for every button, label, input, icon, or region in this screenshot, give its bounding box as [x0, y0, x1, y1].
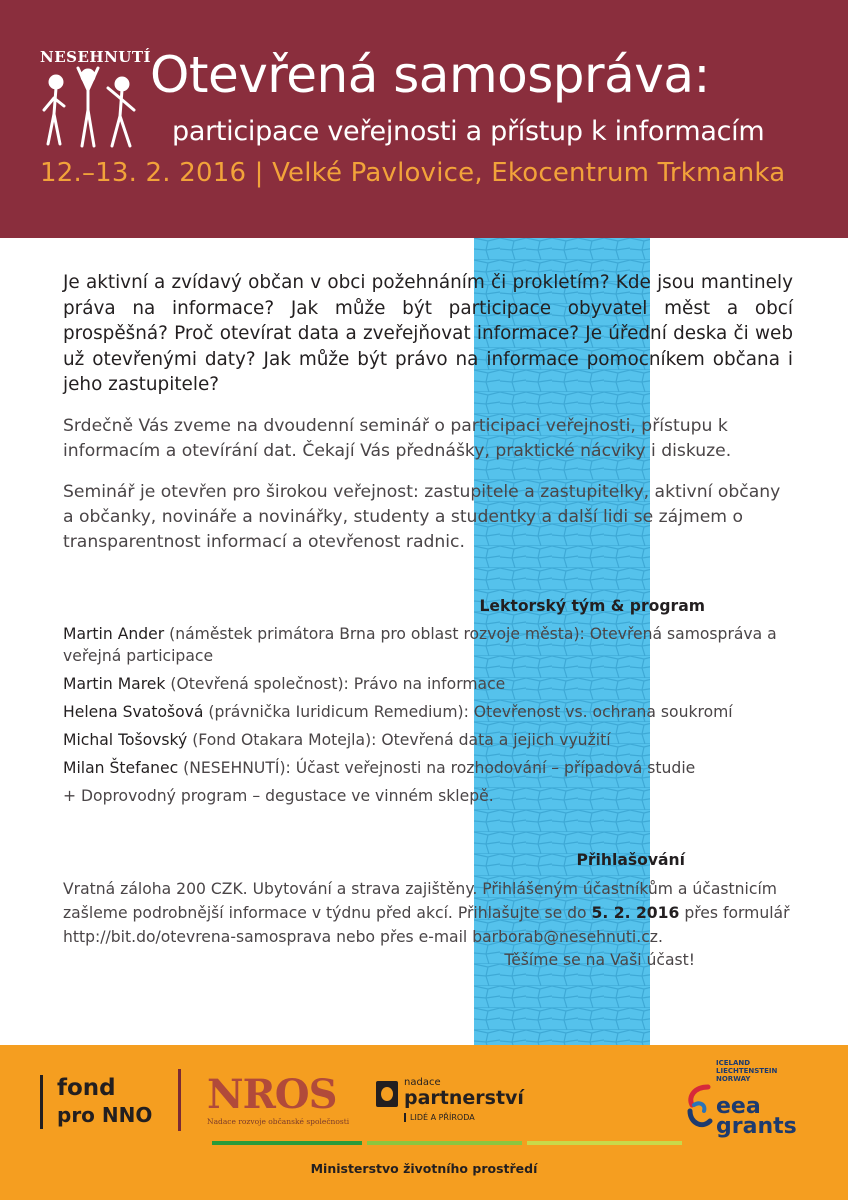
speaker-item	[63, 701, 793, 723]
nros-logo-text: NROS	[207, 1071, 337, 1118]
color-bar	[212, 1141, 362, 1145]
speaker-name: Martin Ander	[63, 624, 165, 643]
speaker-name: Michal Tošovský	[63, 730, 188, 749]
speaker-list	[63, 623, 793, 779]
color-bar	[367, 1141, 522, 1145]
intro-paragraph: Je aktivní a zvídavý občan v obci požehnáním či prokletím? Kde jsou mantinely práva na informace? Jak může být participace obyvatel měst a obcí prospěšná? Proč otevírat data a zveřejňovat informace? Je úřední deska či web už otevřenými daty? Jak může být právo na informace pomocníkem občana i jeho zastupitele?	[63, 272, 793, 395]
main-content	[63, 270, 793, 969]
speaker-detail: (Otevřená společnost): Právo na informace	[165, 674, 506, 693]
np-main-text: partnerství	[404, 1087, 524, 1109]
speaker-item	[63, 623, 793, 667]
extra-program: + Doprovodný program – degustace ve vinném sklepě.	[63, 786, 494, 805]
ministry-label: Ministerstvo životního prostředí	[310, 1161, 538, 1176]
eea-grants-logo	[684, 1059, 804, 1149]
nesehnuti-figures-icon	[38, 64, 150, 154]
speaker-detail: (právnička Iuridicum Remedium): Otevřenost vs. ochrana soukromí	[203, 702, 733, 721]
fond-line1: fond	[57, 1075, 116, 1101]
fond-pro-nno-logo	[40, 1075, 152, 1129]
speaker-item	[63, 757, 793, 779]
eea-country: LIECHTENSTEIN	[716, 1067, 778, 1075]
page-title: Otevřená samospráva:	[150, 46, 710, 104]
event-dateline: 12.–13. 2. 2016 | Velké Pavlovice, Ekocentrum Trkmanka	[40, 158, 786, 188]
eea-line1: eea	[716, 1094, 761, 1119]
fond-line2: pro NNO	[57, 1103, 153, 1127]
registration-heading: Přihlašování	[576, 850, 685, 869]
speaker-item	[63, 729, 793, 751]
eea-country: NORWAY	[716, 1075, 751, 1083]
np-top-text: nadace	[404, 1077, 441, 1088]
invite-paragraph: Srdečně Vás zveme na dvoudenní seminář o participaci veřejnosti, přístupu k informacím a otevírání dat. Čekají Vás přednášky, praktické nácviky i diskuze.	[63, 415, 732, 461]
nesehnuti-logo-text: NESEHNUTÍ	[40, 48, 152, 66]
speaker-detail: (NESEHNUTÍ): Účast veřejnosti na rozhodování – případová studie	[178, 758, 696, 777]
registration-text-after: přes formulář http://bit.do/otevrena-samosprava nebo přes e-mail barborab@nesehnuti.cz.	[63, 903, 790, 946]
np-sub-text: LIDÉ A PŘÍRODA	[404, 1113, 475, 1122]
eea-swirl-icon	[684, 1081, 714, 1131]
ministry-color-bars	[212, 1141, 682, 1145]
header-banner	[0, 0, 848, 238]
speaker-detail: (náměstek primátora Brna pro oblast rozvoje města): Otevřená samospráva a veřejná participace	[63, 624, 777, 665]
closing-line: Těšíme se na Vaši účast!	[504, 950, 695, 969]
speaker-detail: (Fond Otakara Motejla): Otevřená data a jejich využití	[187, 730, 611, 749]
speaker-name: Martin Marek	[63, 674, 166, 693]
registration-text-before: Vratná záloha 200 CZK. Ubytování a strava zajištěny. Přihlášeným účastníkům a účastnicím zašleme podrobnější informace v týdnu před akcí. Přihlašujte se do	[63, 879, 777, 922]
partnerstvi-leaf-icon	[376, 1081, 398, 1107]
audience-paragraph: Seminář je otevřen pro širokou veřejnost: zastupitele a zastupitelky, aktivní občany a občanky, novináře a novinářky, studenty a studentky a další lidi se zájmem o transparentnost informací a otevřenost radnic.	[63, 481, 781, 552]
speaker-item	[63, 673, 793, 695]
eea-country: ICELAND	[716, 1059, 751, 1067]
eea-line2: grants	[716, 1114, 797, 1139]
speaker-name: Helena Svatošová	[63, 702, 204, 721]
eea-countries	[716, 1059, 777, 1083]
registration-deadline: 5. 2. 2016	[591, 903, 680, 922]
logo-divider	[178, 1069, 181, 1131]
speaker-name: Milan Štefanec	[63, 758, 179, 777]
sponsor-footer	[0, 1045, 848, 1200]
page-subtitle: participace veřejnosti a přístup k informacím	[172, 116, 765, 147]
eea-text	[716, 1094, 797, 1139]
color-bar	[527, 1141, 682, 1145]
nros-logo	[207, 1071, 350, 1126]
registration-text	[63, 877, 793, 949]
program-heading: Lektorský tým & program	[479, 596, 705, 615]
nros-tagline: Nadace rozvoje občanské společnosti	[207, 1117, 350, 1126]
